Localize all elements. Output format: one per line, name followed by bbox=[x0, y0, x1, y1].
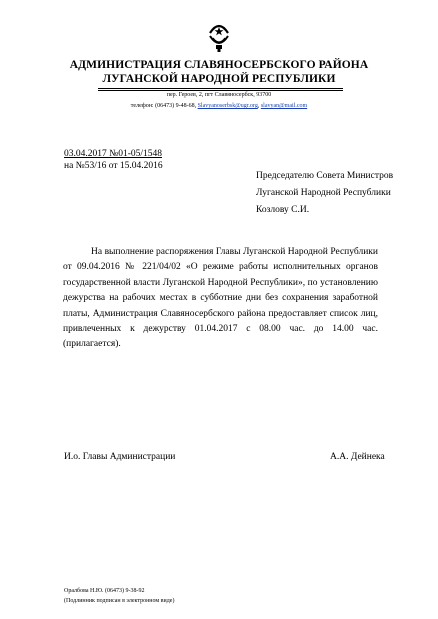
email-link-1[interactable]: Slavyanoserbsk@ugr.org bbox=[197, 103, 258, 109]
letterhead-divider bbox=[98, 88, 343, 89]
outgoing-reference-number: 03.04.2017 №01-05/1548 bbox=[64, 149, 162, 159]
recipient-line2: Луганской Народной Республики bbox=[256, 188, 391, 198]
signatory-name: А.А. Дейнека bbox=[330, 452, 385, 462]
email-separator: , bbox=[257, 103, 260, 109]
incoming-reference-number: на №53/16 от 15.04.2016 bbox=[64, 161, 163, 171]
letter-body: На выполнение распоряжения Главы Луганской Народной Республики от 09.04.2016 № 221/04/02 «О режиме работы исполнительных органов государственной власти Луганской Народной Республики», по установлению дежурства на рабочих местах в субботние дни без сохранения заработной платы, Администрация Славяносербского района предоставляет список лиц, привлеченных к дежурству 01.04.2017 с 08.00 час. до 14.00 час. (прилагается). bbox=[63, 247, 378, 350]
coat-of-arms-icon bbox=[207, 16, 231, 54]
letterhead-divider-thin bbox=[98, 90, 343, 91]
recipient-line1: Председателю Совета Министров bbox=[256, 171, 394, 181]
executor-contact: Оралбова Н.Ю. (06473) 9-38-92 bbox=[64, 588, 145, 594]
organization-address: пер. Героев, 2, пгт Славяносербск, 93700 bbox=[166, 92, 272, 98]
email-link-2[interactable]: slavyan@mail.com bbox=[260, 103, 308, 109]
organization-name-line1: АДМИНИСТРАЦИЯ СЛАВЯНОСЕРБСКОГО РАЙОНА bbox=[69, 59, 369, 71]
signatory-position: И.о. Главы Администрации bbox=[64, 452, 176, 462]
organization-phone: телефон: (06473) 9-48-68, bbox=[130, 103, 197, 109]
organization-contacts bbox=[0, 103, 438, 109]
electronic-signature-note: (Подлинник подписан в электронном виде) bbox=[64, 598, 175, 604]
organization-name-line2: ЛУГАНСКОЙ НАРОДНОЙ РЕСПУБЛИКИ bbox=[102, 73, 336, 85]
recipient-line3: Козлову С.И. bbox=[256, 205, 310, 215]
